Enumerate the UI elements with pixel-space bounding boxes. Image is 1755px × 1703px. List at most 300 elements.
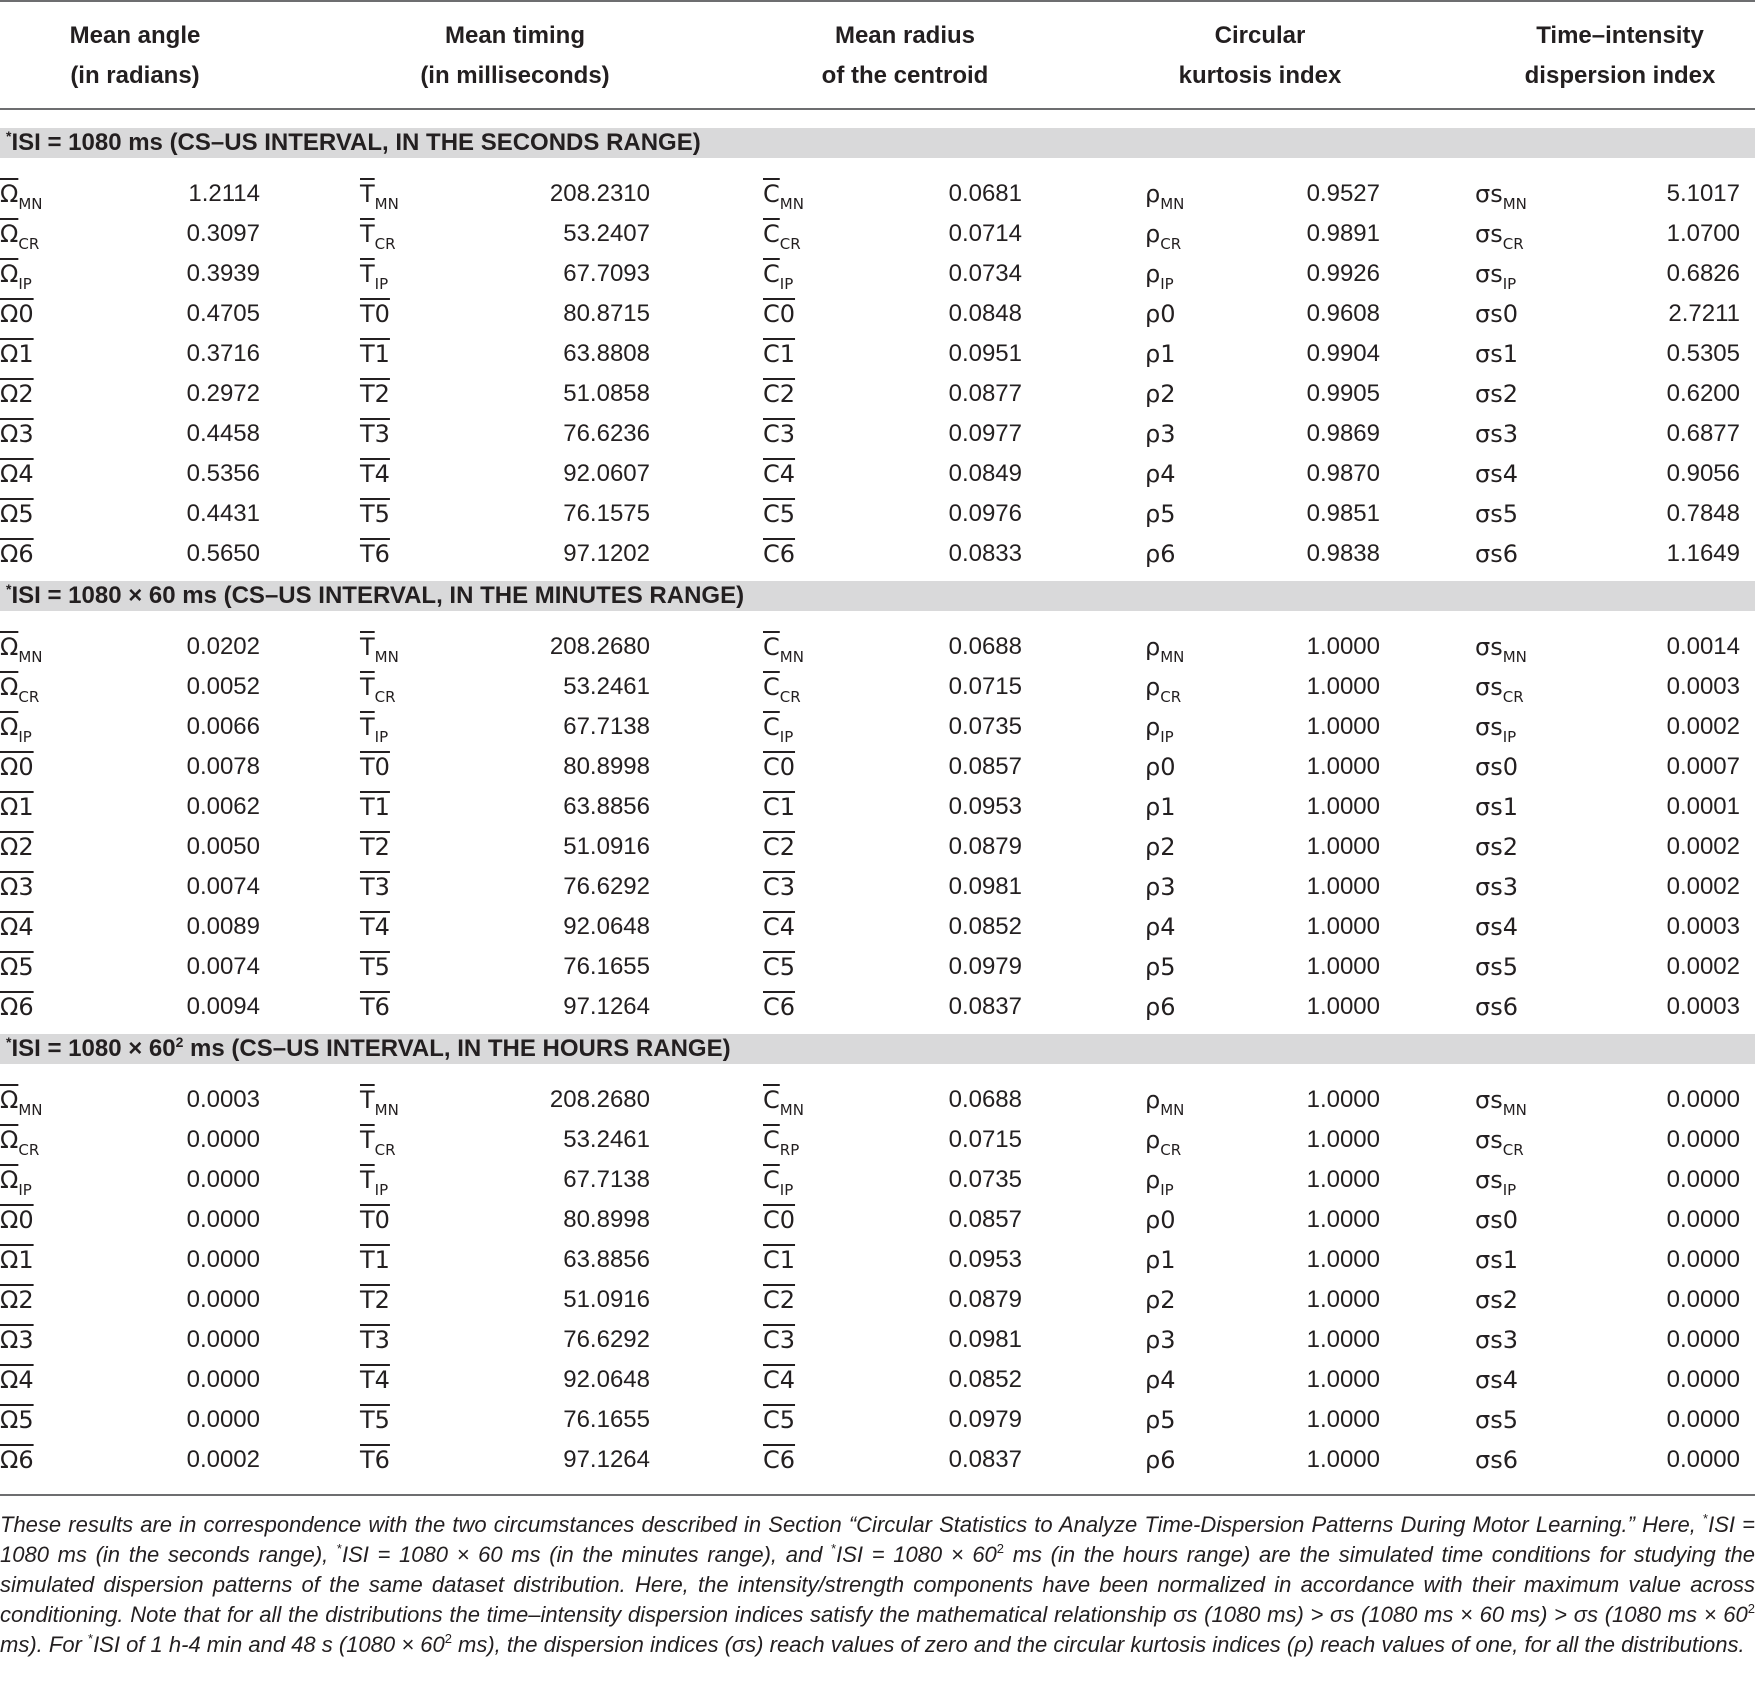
dispersion-symbol: $\sigma s_{MN}$ bbox=[1475, 633, 1527, 666]
dispersion-symbol: σs0 bbox=[1475, 1206, 1518, 1234]
mean-timing-value: 76.1575 bbox=[563, 500, 650, 527]
dispersion-symbol: σs4 bbox=[1475, 913, 1518, 941]
dispersion-value: 2.7211 bbox=[1668, 300, 1740, 327]
mean-radius-value: 0.0981 bbox=[948, 873, 1022, 900]
dispersion-value: 1.1649 bbox=[1666, 540, 1740, 567]
mean-timing-symbol: T3 bbox=[360, 873, 390, 901]
kurtosis-symbol: $\rho_{IP}$ bbox=[1145, 1166, 1174, 1199]
mean-radius-value: 0.0852 bbox=[948, 1366, 1022, 1393]
mean-radius-value: 0.0734 bbox=[948, 260, 1022, 287]
mean-angle-symbol: $\overline{\Omega}_{MN}$ bbox=[0, 633, 43, 666]
mean-radius-value: 0.0688 bbox=[948, 633, 1022, 660]
mean-radius-value: 0.0735 bbox=[948, 1166, 1022, 1193]
mean-radius-symbol: $\overline{C}_{MN}$ bbox=[763, 1086, 804, 1119]
mean-radius-symbol: C6 bbox=[763, 993, 796, 1021]
mean-timing-symbol: T5 bbox=[360, 953, 390, 981]
mean-timing-symbol: $\overline{T}_{MN}$ bbox=[360, 180, 399, 213]
dispersion-symbol: σs5 bbox=[1475, 953, 1518, 981]
mean-angle-symbol: Ω3 bbox=[0, 420, 34, 448]
dispersion-symbol: σs4 bbox=[1475, 1366, 1518, 1394]
mean-radius-value: 0.0977 bbox=[948, 420, 1022, 447]
kurtosis-value: 1.0000 bbox=[1306, 1126, 1380, 1153]
mean-radius-symbol: C5 bbox=[763, 953, 796, 981]
mean-angle-value: 0.0089 bbox=[186, 913, 260, 940]
mean-timing-value: 51.0916 bbox=[563, 833, 650, 860]
mean-timing-value: 76.6236 bbox=[563, 420, 650, 447]
kurtosis-symbol: $\rho_{CR}$ bbox=[1145, 673, 1182, 706]
mean-radius-symbol: C2 bbox=[763, 833, 796, 861]
mean-angle-symbol: $\overline{\Omega}_{CR}$ bbox=[0, 673, 40, 706]
mean-timing-value: 63.8856 bbox=[563, 793, 650, 820]
dispersion-value: 0.9056 bbox=[1666, 460, 1740, 487]
kurtosis-symbol: ρ5 bbox=[1145, 1406, 1176, 1434]
mean-angle-symbol: Ω6 bbox=[0, 1446, 34, 1474]
kurtosis-symbol: ρ2 bbox=[1145, 1286, 1176, 1314]
mean-radius-value: 0.0848 bbox=[948, 300, 1022, 327]
header-mean-radius: Mean radius of the centroid bbox=[821, 22, 989, 89]
kurtosis-value: 0.9527 bbox=[1306, 180, 1380, 207]
table-row bbox=[0, 787, 1755, 827]
mean-timing-value: 63.8856 bbox=[563, 1246, 650, 1273]
mean-timing-value: 80.8998 bbox=[563, 753, 650, 780]
mean-timing-value: 97.1202 bbox=[563, 540, 650, 567]
mean-timing-symbol: T3 bbox=[360, 420, 390, 448]
mean-angle-symbol: Ω2 bbox=[0, 1286, 34, 1314]
mean-angle-value: 0.0202 bbox=[186, 633, 260, 660]
mean-radius-symbol: $\overline{C}_{IP}$ bbox=[763, 713, 794, 746]
mean-timing-value: 67.7138 bbox=[563, 713, 650, 740]
dispersion-value: 0.0000 bbox=[1666, 1326, 1740, 1353]
mean-radius-value: 0.0681 bbox=[948, 180, 1022, 207]
table-row bbox=[0, 334, 1755, 374]
dispersion-value: 0.0003 bbox=[1666, 913, 1740, 940]
mean-radius-symbol: C1 bbox=[763, 340, 796, 368]
header-time-intensity: Time–intensity dispersion index bbox=[1524, 22, 1716, 89]
mean-radius-symbol: C4 bbox=[763, 460, 796, 488]
kurtosis-value: 1.0000 bbox=[1306, 1406, 1380, 1433]
table-row bbox=[0, 1360, 1755, 1400]
kurtosis-value: 1.0000 bbox=[1306, 993, 1380, 1020]
mean-timing-symbol: T4 bbox=[360, 913, 390, 941]
section-band-minutes: *ISI = 1080 × 60 ms (CS–US INTERVAL, IN THE MINUTES RANGE) bbox=[0, 581, 1755, 611]
mean-timing-symbol: T5 bbox=[360, 500, 390, 528]
mean-timing-value: 76.6292 bbox=[563, 873, 650, 900]
dispersion-symbol: σs0 bbox=[1475, 753, 1518, 781]
mean-angle-symbol: Ω6 bbox=[0, 540, 34, 568]
mean-timing-symbol: T6 bbox=[360, 540, 390, 568]
section-rows-seconds bbox=[0, 174, 1755, 574]
mean-radius-value: 0.0953 bbox=[948, 1246, 1022, 1273]
mean-radius-symbol: $\overline{C}_{MN}$ bbox=[763, 180, 804, 213]
mean-angle-symbol: Ω2 bbox=[0, 380, 34, 408]
mean-timing-symbol: $\overline{T}_{MN}$ bbox=[360, 1086, 399, 1119]
kurtosis-value: 0.9891 bbox=[1306, 220, 1380, 247]
kurtosis-symbol: ρ4 bbox=[1145, 1366, 1176, 1394]
kurtosis-symbol: $\rho_{IP}$ bbox=[1145, 713, 1174, 746]
kurtosis-symbol: $\rho_{MN}$ bbox=[1145, 1086, 1185, 1119]
mean-radius-value: 0.0715 bbox=[948, 673, 1022, 700]
mean-angle-value: 0.4458 bbox=[186, 420, 260, 447]
mean-angle-value: 0.3097 bbox=[186, 220, 260, 247]
table-row bbox=[0, 747, 1755, 787]
kurtosis-value: 0.9608 bbox=[1306, 300, 1380, 327]
dispersion-symbol: σs2 bbox=[1475, 1286, 1518, 1314]
dispersion-symbol: $\sigma s_{CR}$ bbox=[1475, 1126, 1524, 1159]
mean-radius-value: 0.0837 bbox=[948, 993, 1022, 1020]
mean-angle-symbol: Ω1 bbox=[0, 793, 34, 821]
kurtosis-value: 1.0000 bbox=[1306, 1086, 1380, 1113]
mean-angle-symbol: Ω4 bbox=[0, 913, 34, 941]
table-row bbox=[0, 1400, 1755, 1440]
section-band-seconds: *ISI = 1080 ms (CS–US INTERVAL, IN THE SECONDS RANGE) bbox=[0, 128, 1755, 158]
mean-timing-value: 92.0607 bbox=[563, 460, 650, 487]
kurtosis-symbol: ρ1 bbox=[1145, 1246, 1176, 1274]
table-row bbox=[0, 294, 1755, 334]
section-rows-hours bbox=[0, 1080, 1755, 1480]
kurtosis-value: 0.9838 bbox=[1306, 540, 1380, 567]
mean-angle-symbol: Ω3 bbox=[0, 1326, 34, 1354]
dispersion-symbol: $\sigma s_{MN}$ bbox=[1475, 1086, 1527, 1119]
mean-timing-symbol: $\overline{T}_{CR}$ bbox=[360, 220, 396, 253]
kurtosis-value: 1.0000 bbox=[1306, 793, 1380, 820]
mean-timing-value: 51.0916 bbox=[563, 1286, 650, 1313]
mean-radius-symbol: C1 bbox=[763, 793, 796, 821]
mean-timing-symbol: $\overline{T}_{MN}$ bbox=[360, 633, 399, 666]
mean-angle-symbol: Ω5 bbox=[0, 500, 34, 528]
kurtosis-symbol: ρ2 bbox=[1145, 380, 1176, 408]
mean-timing-symbol: T4 bbox=[360, 460, 390, 488]
mean-timing-value: 53.2407 bbox=[563, 220, 650, 247]
dispersion-value: 5.1017 bbox=[1666, 180, 1740, 207]
mean-radius-value: 0.0879 bbox=[948, 833, 1022, 860]
kurtosis-value: 1.0000 bbox=[1306, 673, 1380, 700]
header-rule bbox=[0, 108, 1755, 110]
kurtosis-symbol: ρ0 bbox=[1145, 1206, 1176, 1234]
mean-timing-symbol: T0 bbox=[360, 300, 390, 328]
table-row bbox=[0, 1440, 1755, 1480]
dispersion-symbol: σs6 bbox=[1475, 993, 1518, 1021]
kurtosis-symbol: $\rho_{IP}$ bbox=[1145, 260, 1174, 293]
mean-angle-value: 0.0002 bbox=[186, 1446, 260, 1473]
mean-timing-value: 208.2680 bbox=[549, 1086, 650, 1113]
bottom-rule bbox=[0, 1494, 1755, 1496]
dispersion-value: 0.0002 bbox=[1666, 833, 1740, 860]
mean-timing-value: 51.0858 bbox=[563, 380, 650, 407]
mean-radius-value: 0.0979 bbox=[948, 1406, 1022, 1433]
mean-angle-symbol: Ω4 bbox=[0, 460, 34, 488]
table-row bbox=[0, 667, 1755, 707]
mean-angle-value: 0.0062 bbox=[186, 793, 260, 820]
mean-radius-value: 0.0953 bbox=[948, 793, 1022, 820]
header-mean-angle: Mean angle (in radians) bbox=[69, 22, 201, 89]
mean-timing-symbol: T4 bbox=[360, 1366, 390, 1394]
mean-timing-symbol: T1 bbox=[360, 340, 390, 368]
mean-radius-value: 0.0688 bbox=[948, 1086, 1022, 1113]
dispersion-value: 0.0002 bbox=[1666, 713, 1740, 740]
mean-angle-value: 0.0000 bbox=[186, 1366, 260, 1393]
kurtosis-value: 1.0000 bbox=[1306, 753, 1380, 780]
dispersion-value: 0.0002 bbox=[1666, 873, 1740, 900]
mean-timing-symbol: T2 bbox=[360, 833, 390, 861]
kurtosis-symbol: ρ0 bbox=[1145, 300, 1176, 328]
dispersion-value: 0.7848 bbox=[1666, 500, 1740, 527]
table-row bbox=[0, 174, 1755, 214]
table-row bbox=[0, 1320, 1755, 1360]
mean-radius-symbol: C1 bbox=[763, 1246, 796, 1274]
mean-timing-value: 67.7138 bbox=[563, 1166, 650, 1193]
dispersion-symbol: σs6 bbox=[1475, 540, 1518, 568]
dispersion-symbol: σs1 bbox=[1475, 1246, 1518, 1274]
mean-timing-value: 97.1264 bbox=[563, 1446, 650, 1473]
table-row bbox=[0, 707, 1755, 747]
kurtosis-symbol: ρ3 bbox=[1145, 1326, 1176, 1354]
mean-angle-symbol: Ω4 bbox=[0, 1366, 34, 1394]
dispersion-symbol: $\sigma s_{IP}$ bbox=[1475, 713, 1517, 746]
mean-radius-value: 0.0857 bbox=[948, 1206, 1022, 1233]
kurtosis-value: 0.9904 bbox=[1306, 340, 1380, 367]
kurtosis-value: 0.9869 bbox=[1306, 420, 1380, 447]
mean-radius-value: 0.0714 bbox=[948, 220, 1022, 247]
kurtosis-symbol: ρ2 bbox=[1145, 833, 1176, 861]
dispersion-value: 0.0003 bbox=[1666, 993, 1740, 1020]
kurtosis-value: 1.0000 bbox=[1306, 713, 1380, 740]
dispersion-value: 0.0014 bbox=[1666, 633, 1740, 660]
kurtosis-value: 1.0000 bbox=[1306, 1326, 1380, 1353]
kurtosis-symbol: ρ4 bbox=[1145, 913, 1176, 941]
header-mean-timing: Mean timing (in milliseconds) bbox=[420, 22, 610, 89]
mean-timing-symbol: T6 bbox=[360, 993, 390, 1021]
kurtosis-value: 0.9926 bbox=[1306, 260, 1380, 287]
mean-angle-value: 0.3716 bbox=[186, 340, 260, 367]
mean-radius-symbol: C4 bbox=[763, 1366, 796, 1394]
dispersion-value: 0.0000 bbox=[1666, 1086, 1740, 1113]
dispersion-value: 0.0000 bbox=[1666, 1286, 1740, 1313]
kurtosis-symbol: $\rho_{CR}$ bbox=[1145, 220, 1182, 253]
mean-angle-value: 0.0000 bbox=[186, 1246, 260, 1273]
mean-angle-value: 0.0074 bbox=[186, 953, 260, 980]
mean-radius-value: 0.0976 bbox=[948, 500, 1022, 527]
dispersion-value: 0.6826 bbox=[1666, 260, 1740, 287]
mean-angle-symbol: $\overline{\Omega}_{MN}$ bbox=[0, 180, 43, 213]
mean-angle-symbol: Ω5 bbox=[0, 953, 34, 981]
mean-timing-value: 80.8998 bbox=[563, 1206, 650, 1233]
mean-angle-value: 0.5650 bbox=[186, 540, 260, 567]
mean-timing-value: 76.1655 bbox=[563, 1406, 650, 1433]
dispersion-symbol: σs3 bbox=[1475, 873, 1518, 901]
kurtosis-value: 0.9905 bbox=[1306, 380, 1380, 407]
mean-radius-symbol: $\overline{C}_{IP}$ bbox=[763, 260, 794, 293]
section-rows-minutes bbox=[0, 627, 1755, 1027]
mean-timing-symbol: T3 bbox=[360, 1326, 390, 1354]
table-row bbox=[0, 867, 1755, 907]
mean-timing-symbol: T5 bbox=[360, 1406, 390, 1434]
dispersion-symbol: σs2 bbox=[1475, 380, 1518, 408]
dispersion-value: 0.0000 bbox=[1666, 1366, 1740, 1393]
dispersion-symbol: σs5 bbox=[1475, 1406, 1518, 1434]
dispersion-symbol: σs4 bbox=[1475, 460, 1518, 488]
mean-radius-symbol: C5 bbox=[763, 500, 796, 528]
mean-angle-symbol: Ω1 bbox=[0, 1246, 34, 1274]
kurtosis-symbol: ρ5 bbox=[1145, 500, 1176, 528]
mean-angle-symbol: $\overline{\Omega}_{IP}$ bbox=[0, 1166, 32, 1199]
mean-angle-value: 0.0000 bbox=[186, 1326, 260, 1353]
dispersion-value: 0.0001 bbox=[1666, 793, 1740, 820]
mean-angle-value: 0.3939 bbox=[186, 260, 260, 287]
mean-timing-value: 92.0648 bbox=[563, 913, 650, 940]
mean-radius-value: 0.0837 bbox=[948, 1446, 1022, 1473]
mean-timing-value: 76.1655 bbox=[563, 953, 650, 980]
dispersion-symbol: $\sigma s_{CR}$ bbox=[1475, 220, 1524, 253]
mean-timing-symbol: T2 bbox=[360, 380, 390, 408]
mean-timing-symbol: T1 bbox=[360, 1246, 390, 1274]
mean-timing-symbol: $\overline{T}_{IP}$ bbox=[360, 1166, 389, 1199]
mean-angle-symbol: Ω0 bbox=[0, 300, 34, 328]
kurtosis-value: 1.0000 bbox=[1306, 1246, 1380, 1273]
dispersion-symbol: $\sigma s_{CR}$ bbox=[1475, 673, 1524, 706]
dispersion-value: 0.6200 bbox=[1666, 380, 1740, 407]
mean-radius-value: 0.0852 bbox=[948, 913, 1022, 940]
mean-radius-symbol: C6 bbox=[763, 540, 796, 568]
mean-radius-symbol: C2 bbox=[763, 1286, 796, 1314]
kurtosis-value: 1.0000 bbox=[1306, 1206, 1380, 1233]
mean-timing-symbol: T0 bbox=[360, 1206, 390, 1234]
kurtosis-value: 1.0000 bbox=[1306, 913, 1380, 940]
table-row bbox=[0, 214, 1755, 254]
mean-angle-symbol: Ω3 bbox=[0, 873, 34, 901]
table-row bbox=[0, 254, 1755, 294]
mean-radius-value: 0.0857 bbox=[948, 753, 1022, 780]
mean-timing-value: 67.7093 bbox=[563, 260, 650, 287]
kurtosis-symbol: $\rho_{CR}$ bbox=[1145, 1126, 1182, 1159]
kurtosis-value: 1.0000 bbox=[1306, 1366, 1380, 1393]
header-circular-kurtosis: Circular kurtosis index bbox=[1178, 22, 1342, 89]
mean-timing-value: 80.8715 bbox=[563, 300, 650, 327]
mean-angle-symbol: $\overline{\Omega}_{IP}$ bbox=[0, 260, 32, 293]
mean-radius-symbol: C5 bbox=[763, 1406, 796, 1434]
table-row bbox=[0, 494, 1755, 534]
mean-angle-value: 0.0052 bbox=[186, 673, 260, 700]
kurtosis-symbol: ρ4 bbox=[1145, 460, 1176, 488]
dispersion-value: 0.0000 bbox=[1666, 1246, 1740, 1273]
mean-timing-symbol: $\overline{T}_{IP}$ bbox=[360, 260, 389, 293]
mean-radius-symbol: $\overline{C}_{CR}$ bbox=[763, 673, 801, 706]
table-row bbox=[0, 534, 1755, 574]
mean-radius-value: 0.0735 bbox=[948, 713, 1022, 740]
dispersion-value: 0.0000 bbox=[1666, 1406, 1740, 1433]
kurtosis-symbol: ρ1 bbox=[1145, 340, 1176, 368]
mean-timing-value: 208.2310 bbox=[549, 180, 650, 207]
mean-timing-symbol: T2 bbox=[360, 1286, 390, 1314]
table-row bbox=[0, 907, 1755, 947]
mean-radius-symbol: C0 bbox=[763, 300, 796, 328]
mean-angle-value: 0.0000 bbox=[186, 1126, 260, 1153]
mean-timing-value: 208.2680 bbox=[549, 633, 650, 660]
mean-angle-value: 0.2972 bbox=[186, 380, 260, 407]
mean-angle-value: 0.0078 bbox=[186, 753, 260, 780]
kurtosis-value: 1.0000 bbox=[1306, 633, 1380, 660]
kurtosis-value: 1.0000 bbox=[1306, 1446, 1380, 1473]
mean-radius-symbol: C3 bbox=[763, 1326, 796, 1354]
mean-angle-symbol: Ω5 bbox=[0, 1406, 34, 1434]
mean-angle-value: 0.0000 bbox=[186, 1206, 260, 1233]
mean-angle-symbol: $\overline{\Omega}_{MN}$ bbox=[0, 1086, 43, 1119]
mean-timing-symbol: T1 bbox=[360, 793, 390, 821]
mean-angle-symbol: Ω2 bbox=[0, 833, 34, 861]
dispersion-symbol: $\sigma s_{MN}$ bbox=[1475, 180, 1527, 213]
kurtosis-symbol: ρ3 bbox=[1145, 873, 1176, 901]
kurtosis-value: 1.0000 bbox=[1306, 833, 1380, 860]
dispersion-value: 0.0000 bbox=[1666, 1126, 1740, 1153]
mean-angle-value: 0.0050 bbox=[186, 833, 260, 860]
mean-angle-symbol: Ω0 bbox=[0, 1206, 34, 1234]
kurtosis-value: 0.9851 bbox=[1306, 500, 1380, 527]
kurtosis-symbol: $\rho_{MN}$ bbox=[1145, 633, 1185, 666]
table-row bbox=[0, 1160, 1755, 1200]
mean-radius-value: 0.0951 bbox=[948, 340, 1022, 367]
mean-timing-value: 97.1264 bbox=[563, 993, 650, 1020]
kurtosis-symbol: ρ6 bbox=[1145, 993, 1176, 1021]
kurtosis-symbol: ρ6 bbox=[1145, 1446, 1176, 1474]
top-rule bbox=[0, 0, 1755, 2]
dispersion-value: 0.0002 bbox=[1666, 953, 1740, 980]
kurtosis-value: 0.9870 bbox=[1306, 460, 1380, 487]
kurtosis-symbol: ρ6 bbox=[1145, 540, 1176, 568]
mean-angle-value: 0.0000 bbox=[186, 1286, 260, 1313]
dispersion-value: 0.0003 bbox=[1666, 673, 1740, 700]
mean-radius-symbol: $\overline{C}_{MN}$ bbox=[763, 633, 804, 666]
dispersion-value: 1.0700 bbox=[1666, 220, 1740, 247]
kurtosis-value: 1.0000 bbox=[1306, 953, 1380, 980]
mean-angle-value: 0.5356 bbox=[186, 460, 260, 487]
mean-radius-symbol: C0 bbox=[763, 753, 796, 781]
kurtosis-symbol: ρ1 bbox=[1145, 793, 1176, 821]
mean-radius-symbol: C0 bbox=[763, 1206, 796, 1234]
table-row bbox=[0, 1200, 1755, 1240]
mean-radius-symbol: C4 bbox=[763, 913, 796, 941]
mean-angle-symbol: Ω6 bbox=[0, 993, 34, 1021]
dispersion-symbol: $\sigma s_{IP}$ bbox=[1475, 1166, 1517, 1199]
mean-angle-symbol: $\overline{\Omega}_{CR}$ bbox=[0, 220, 40, 253]
mean-angle-value: 0.4705 bbox=[186, 300, 260, 327]
dispersion-symbol: $\sigma s_{IP}$ bbox=[1475, 260, 1517, 293]
table-row bbox=[0, 1280, 1755, 1320]
section-band-hours: $^*ISI = 1080 \times 60^2$ ms (CS–US INTERVAL, IN THE HOURS RANGE) bbox=[0, 1034, 1755, 1064]
table-row bbox=[0, 1240, 1755, 1280]
mean-radius-symbol: C3 bbox=[763, 873, 796, 901]
dispersion-value: 0.0000 bbox=[1666, 1446, 1740, 1473]
mean-radius-symbol: C3 bbox=[763, 420, 796, 448]
dispersion-symbol: σs3 bbox=[1475, 420, 1518, 448]
mean-angle-value: 0.0003 bbox=[186, 1086, 260, 1113]
table-row bbox=[0, 1120, 1755, 1160]
mean-angle-value: 0.0094 bbox=[186, 993, 260, 1020]
mean-radius-value: 0.0833 bbox=[948, 540, 1022, 567]
mean-timing-value: 53.2461 bbox=[563, 673, 650, 700]
table-row bbox=[0, 414, 1755, 454]
dispersion-value: 0.5305 bbox=[1666, 340, 1740, 367]
table-row bbox=[0, 374, 1755, 414]
mean-timing-value: 63.8808 bbox=[563, 340, 650, 367]
table-row bbox=[0, 827, 1755, 867]
mean-angle-value: 0.4431 bbox=[186, 500, 260, 527]
dispersion-symbol: σs2 bbox=[1475, 833, 1518, 861]
kurtosis-value: 1.0000 bbox=[1306, 1286, 1380, 1313]
mean-timing-symbol: $\overline{T}_{IP}$ bbox=[360, 713, 389, 746]
kurtosis-symbol: ρ5 bbox=[1145, 953, 1176, 981]
dispersion-symbol: σs1 bbox=[1475, 340, 1518, 368]
mean-timing-value: 53.2461 bbox=[563, 1126, 650, 1153]
mean-angle-symbol: $\overline{\Omega}_{IP}$ bbox=[0, 713, 32, 746]
